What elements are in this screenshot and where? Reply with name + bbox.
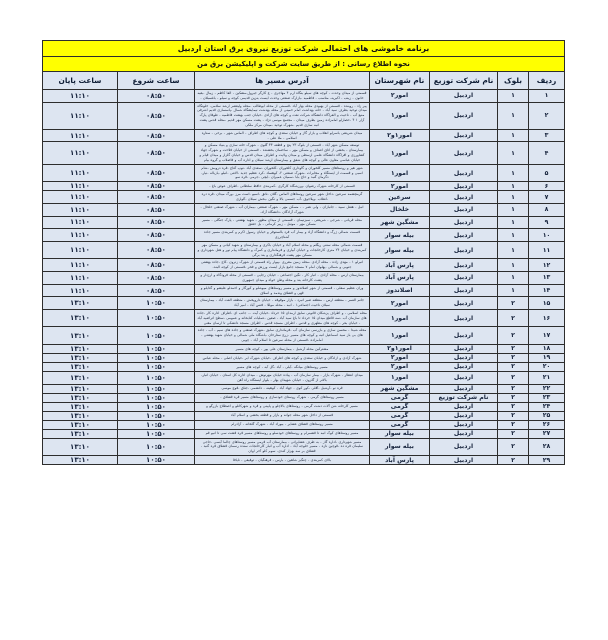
cell-radif: ۲ <box>529 102 565 129</box>
cell-city: بیله سوار <box>370 429 430 438</box>
column-header-city: نام شهرستان <box>370 72 430 90</box>
cell-block: ۱ <box>498 182 529 191</box>
cell-radif: ۷ <box>529 191 565 204</box>
cell-company: اردبیل <box>430 90 498 103</box>
cell-start: ۰۸:۵۰ <box>118 259 195 272</box>
cell-city: امور۱ <box>370 164 430 181</box>
cell-block: ۱ <box>498 142 529 164</box>
cell-radif: ۱۹ <box>529 353 565 362</box>
cell-city: گرمی <box>370 393 430 402</box>
cell-address: محله اسلامی - و اطراف پزشکان قانونی سابق ارمدان ۱۵ خرداد -خیابان آیت ... جانب ای -اطراف اداره کار -جاده های سازمان آب -سه قاطع میدان ۱۵ خرداد تا باغ سید آباد - صعین -عملیات کتابخانه و عمومی -سطح اتراضیه آباد - خیابان بحر - کوچه های مطهری و قدس - اطراف مسجد قدس - اطراف مسجد دانشکی تا ارسان مغنی <box>195 309 370 326</box>
cell-city: امور۱و۲ <box>370 344 430 353</box>
cell-end: ۱۱:۱۰ <box>43 191 118 204</box>
column-header-company: نام شرکت توزیع <box>430 72 498 90</box>
cell-address: انبل - هفتل سبید - جانبازان - ولی نصر - - مسکن مهر - شهرک صنعتی -بیماران آب - شهرک صنعتی خلخال - شهرک آزادگان -دانشگاه آزاد- <box>195 203 370 216</box>
table-row <box>43 284 565 297</box>
cell-start: ۱۰:۵۰ <box>118 420 195 429</box>
cell-address: قسمت شمالی محله سنتی ریگلم و محله اسلام آباد و خیابان باکری و بیمارستان و شهید کیانی و مسکن مهر کمربندی و خیابان ۲۴ متری کارخانجات و خیابان آبیاری و فرمانداری و کمرک و دانشگاه پیام نور و هتل شهرداری و مسکن مهر پشت فرهنگداری و بند برگی <box>195 241 370 258</box>
cell-radif: ۲۳ <box>529 393 565 402</box>
cell-city: سرعین <box>370 191 430 204</box>
cell-address: قسمتی از میدان وحدت - کوچه های سیلو بنگاه ارم ۴ مهاجری - ع کارگر جیرول-مشکین - الفا کاظم - زیبال -بقیه خانون - زینب - اکبریه- مناسب - فاطمیه -بازارک صنعتی وحدت ایست بنزین قدیمی کوچه و سیلو - باغسبلان - <box>195 90 370 103</box>
cell-address: وران عظیم سفلی - قسمتی از شهر اصلاندوز و مسیر روستاهای میوشلو و کورگار و احمدلو علیشو و گدایلو و قهی و قشلاق وندمد و اسلاق <box>195 284 370 297</box>
cell-company: اردبیل <box>430 327 498 344</box>
cell-address: مسیر روستاهای میانگه -آیلی - آباد -گل آبه - کوچه های مسیر <box>195 362 370 371</box>
cell-end: ۱۳:۱۰ <box>43 353 118 362</box>
cell-address: قسمت شمالی ژرگ و دانشگاه آزاد و بیمار آب فرد بالستوفر و خیابان رسول اکرم و کمربندی مسیر جاده آشناچرزی <box>195 229 370 242</box>
cell-start: ۱۰:۵۰ <box>118 429 195 438</box>
cell-radif: ۱۵ <box>529 297 565 310</box>
table-row <box>43 353 565 362</box>
cell-start: ۰۸:۵۰ <box>118 129 195 142</box>
cell-company: اردبیل <box>430 284 498 297</box>
cell-radif: ۲۱ <box>529 371 565 384</box>
cell-company: اردبیل <box>430 411 498 420</box>
cell-start: ۱۰:۵۰ <box>118 402 195 411</box>
table-row <box>43 142 565 164</box>
cell-radif: ۹ <box>529 216 565 229</box>
table-row <box>43 420 565 429</box>
cell-city: بیله سوار <box>370 438 430 455</box>
cell-end: ۱۳:۱۰ <box>43 438 118 455</box>
cell-block: ۲ <box>498 297 529 310</box>
cell-start: ۱۰:۵۰ <box>118 309 195 326</box>
column-header-radif: ردیف <box>529 72 565 90</box>
cell-address: شهر هیر و روستاهای مسیر کلخوران و گاوداری کلخوران -کلخوران -سعدی آباد -توپ آغاج -قره درویش -شام اسبی و قسمت از ایستگاه و مخابرات -شهرک صنعتی ۲- کوهساد -کرد عظیم جدید -الانتی -انبلو -بازباله -نیار- دگرمان گنبد و حاج بابا -سمیان عمیران -ایچی -جرمی -قره سو <box>195 164 370 181</box>
cell-radif: ۲۵ <box>529 411 565 420</box>
cell-city: امور۱و۲ <box>370 129 430 142</box>
cell-company: اردبیل <box>430 429 498 438</box>
column-header-address: آدرس مسیر ها <box>195 72 370 90</box>
cell-radif: ۲۲ <box>529 384 565 393</box>
cell-start: ۱۰:۵۰ <box>118 362 195 371</box>
cell-block: ۲ <box>498 402 529 411</box>
cell-end: ۱۱:۱۰ <box>43 182 118 191</box>
cell-radif: ۱۴ <box>529 284 565 297</box>
table-row <box>43 371 565 384</box>
table-row <box>43 411 565 420</box>
cell-address: میدان انتظار - شهرک بازار - بیمار سازمان آب - پیاده خیابان مهرنوش - میدان اداره کل استان - خیابان انبار- بالاتر از گلزون - خیابان شهیدان بهار - بلوار ایستگاه راه آهن <box>195 371 370 384</box>
cell-end: ۱۳:۱۰ <box>43 393 118 402</box>
table-row <box>43 272 565 285</box>
cell-radif: ۲۶ <box>529 420 565 429</box>
cell-block: ۱ <box>498 216 529 229</box>
cell-end: ۱۳:۱۰ <box>43 402 118 411</box>
cell-company: اردبیل <box>430 309 498 326</box>
cell-end: ۱۳:۱۰ <box>43 420 118 429</box>
cell-end: ۱۳:۱۰ <box>43 362 118 371</box>
cell-address: توسعه مسکن شهر آباد - قسمتی از بلوک ۲۳ پنج و قطعه ۳۳ گلوی - شهرک خانه سازی و بنیاد مسکن و بیمارستان - بخشی از اتاق اصناف و مسکن مهر - ساختمان بخشنده - قسمتی از خیابان فلاحت و شهرک جهاد کشاورزی و افراگاه دانشگاه علمی ارسطی و میدان ولایت و اطراف میدان قدس و خیابان گلزار و میدان قیام و خیابان عباسی معاون عالی و کوچه های شفق و بیمارستان ارشد سبلان و اداره آب و فاضلاب و گروه بیام <box>195 142 370 164</box>
cell-block: ۲ <box>498 384 529 393</box>
cell-start: ۱۰:۵۰ <box>118 411 195 420</box>
cell-city: امور۱ <box>370 309 430 326</box>
cell-block: ۲ <box>498 353 529 362</box>
cell-city: امور۱ <box>370 102 430 129</box>
cell-end: ۱۱:۱۰ <box>43 259 118 272</box>
cell-company: اردبیل <box>430 438 498 455</box>
cell-block: ۱ <box>498 203 529 216</box>
cell-block: ۲ <box>498 438 529 455</box>
cell-radif: ۱۸ <box>529 344 565 353</box>
cell-block: ۱ <box>498 241 529 258</box>
cell-city: مشگین شهر <box>370 216 430 229</box>
cell-address: محله قربانی - شرجی - شریعتی - سبزنیمان - قسمتی از میدان مطهر - شهید بهشتی - پارک جنگلی - مسیر مسکن مهر - موتبل - زیبر کرمانی - بل حقنق <box>195 216 370 229</box>
cell-block: ۲ <box>498 429 529 438</box>
cell-address: مسیر کارخانه شن آلات دشت گرمی - روستاهای بالاچلو و پایینی و قره و شهرکانلو و اصطلاح بازرگو و <box>195 402 370 411</box>
cell-company: اردبیل <box>430 229 498 242</box>
banner-title: برنامه خاموشی های احتمالی شرکت توزیع نیروی برق استان اردبیل <box>43 41 565 57</box>
column-header-row <box>43 72 565 90</box>
cell-address: قسمتی از کارخانه شهرک رضوان -ورزشگاه کارگری -کمربندی حافظ سلطانی -اطراف عوض باغ - <box>195 182 370 191</box>
table-row <box>43 309 565 326</box>
cell-start: ۰۸:۵۰ <box>118 216 195 229</box>
cell-company: اردبیل <box>430 182 498 191</box>
cell-end: ۱۱:۱۰ <box>43 142 118 164</box>
cell-start: ۰۸:۵۰ <box>118 142 195 164</box>
cell-radif: ۲۴ <box>529 402 565 411</box>
cell-city: امور۲ <box>370 182 430 191</box>
table-row <box>43 429 565 438</box>
cell-start: ۰۸:۵۰ <box>118 229 195 242</box>
cell-city: امور۲ <box>370 297 430 310</box>
table-row <box>43 438 565 455</box>
cell-city: گرمی <box>370 411 430 420</box>
cell-company: اردبیل <box>430 353 498 362</box>
column-header-block: بلوک <box>498 72 529 90</box>
cell-block: ۱ <box>498 164 529 181</box>
cell-company: اردبیل <box>430 216 498 229</box>
cell-end: ۱۳:۱۰ <box>43 344 118 353</box>
table-row <box>43 241 565 258</box>
cell-city: بیله سوار <box>370 241 430 258</box>
cell-radif: ۲۰ <box>529 362 565 371</box>
cell-company: اردبیل <box>430 164 498 181</box>
cell-block: ۱ <box>498 284 529 297</box>
cell-start: ۰۸:۵۰ <box>118 191 195 204</box>
table-row <box>43 402 565 411</box>
cell-block: ۲ <box>498 411 529 420</box>
cell-block: ۱ <box>498 229 529 242</box>
cell-address: جانم النسر - منطقه ارس - منطقه صبر انبرد - بازار موقوفه - خیابان داروپخش - منطقه الفت آباد - بیمارستان سبلان ناحیت اجتماعی۱ - انبه - محله موللا - فتس آباد - امیر آباد <box>195 297 370 310</box>
cell-end: ۱۱:۱۰ <box>43 216 118 229</box>
cell-company: اردبیل <box>430 241 498 258</box>
cell-end: ۱۳:۱۰ <box>43 297 118 310</box>
cell-start: ۰۸:۵۰ <box>118 182 195 191</box>
cell-start: ۰۸:۵۰ <box>118 241 195 258</box>
cell-block: ۲ <box>498 393 529 402</box>
cell-radif: ۱ <box>529 90 565 103</box>
cell-radif: ۴ <box>529 142 565 164</box>
cell-city: خلخال <box>370 203 430 216</box>
cell-end: ۱۱:۱۰ <box>43 272 118 285</box>
cell-start: ۰۸:۵۰ <box>118 284 195 297</box>
cell-city: پارس آباد <box>370 259 430 272</box>
cell-start: ۱۰:۵۰ <box>118 438 195 455</box>
cell-radif: ۱۶ <box>529 309 565 326</box>
cell-city: امور۱ <box>370 327 430 344</box>
cell-company: اردبیل <box>430 259 498 272</box>
cell-address: شهرک آزادی و ازادگان و خیابان سعدی و کوچه های اطراف -خیابان شهرک ابر -خیابان اصلی - محله عباس <box>195 353 370 362</box>
cell-company: اردبیل <box>430 129 498 142</box>
table-row <box>43 327 565 344</box>
outage-schedule-table <box>42 40 565 465</box>
cell-end: ۱۳:۱۰ <box>43 327 118 344</box>
cell-address: انبرلو ۱ - مهدی زاده - محله آزادی -محله زمین مقرری -پیوار راه قسمتی از شهرک زنرون -کاج -جاده بهشتی جنوبی و شمالی -پهلوان امام ۷ مسجد جامع بازار ایست ورزش و فخر -قسمتی از کوچه البند- <box>195 259 370 272</box>
cell-end: ۱۳:۱۰ <box>43 371 118 384</box>
cell-city: امور۱ <box>370 371 430 384</box>
cell-radif: ۱۱ <box>529 241 565 258</box>
cell-company: اردبیل <box>430 102 498 129</box>
cell-radif: ۵ <box>529 164 565 181</box>
cell-block: ۲ <box>498 456 529 465</box>
cell-address: بالای کمربندی - چنگیز شاهین - بارس - فرهنگیان - توفیقی - نایافا <box>195 456 370 465</box>
cell-end: ۱۳:۱۰ <box>43 456 118 465</box>
table-row <box>43 90 565 103</box>
cell-city: پارس آباد <box>370 456 430 465</box>
cell-radif: ۲۷ <box>529 429 565 438</box>
cell-address: مسیر روستاهای کوک انبه تا قشمرام و روستاهای خودسلو و روستاهای مسیر قره قشت سی تا انبو قم <box>195 429 370 438</box>
table-row <box>43 216 565 229</box>
cell-block: ۱ <box>498 90 529 103</box>
column-header-end: ساعت پایان <box>43 72 118 90</box>
cell-start: ۰۸:۵۰ <box>118 203 195 216</box>
cell-block: ۲ <box>498 420 529 429</box>
cell-start: ۰۸:۵۰ <box>118 90 195 103</box>
cell-start: ۰۸:۵۰ <box>118 102 195 129</box>
cell-start: ۱۰:۵۰ <box>118 353 195 362</box>
table-row <box>43 297 565 310</box>
cell-city: امور۲ <box>370 90 430 103</box>
cell-address: گرمچشمه سرعین -داخل شهر سرعین روستاهای الماس -گلان -ناتق -اسبو -است مرز -ورگ میدان -قره دره -انقلاب -ویلاجوق -آب جسمی بالا و نگین -بخش سبلان -آلواری <box>195 191 370 204</box>
cell-end: ۱۱:۱۰ <box>43 284 118 297</box>
cell-radif: ۲۸ <box>529 438 565 455</box>
cell-company: اردبیل <box>430 272 498 285</box>
table-row <box>43 362 565 371</box>
cell-radif: ۱۲ <box>529 259 565 272</box>
cell-radif: ۸ <box>529 203 565 216</box>
cell-end: ۱۳:۱۰ <box>43 411 118 420</box>
cell-address: میدان شریعتی باسرلو انقلاب و بازار گاز و خیابان سعدی و کوچه های اطراف - الماس شهر - برخی - ستاره اسلامی - ملا علی - <box>195 129 370 142</box>
table-row <box>43 393 565 402</box>
cell-company: اردبیل <box>430 191 498 204</box>
table-row <box>43 191 565 204</box>
cell-address: بیمارستان ارس - محله آزادی - انبار کار - نگین اجتماعی - خیابان رجایی - قسمتی از محله فرودگاه و ارژدار و پشت کارخانه بند و محله وطن خواه و میدان جمهوری <box>195 272 370 285</box>
cell-start: ۱۰:۵۰ <box>118 456 195 465</box>
table-head <box>43 41 565 72</box>
cell-end: ۱۱:۱۰ <box>43 203 118 216</box>
cell-company: اردبیل <box>430 362 498 371</box>
cell-block: ۲ <box>498 327 529 344</box>
column-header-start: ساعت شروع <box>118 72 195 90</box>
cell-city: اصلاندوز <box>370 284 430 297</box>
cell-radif: ۲۹ <box>529 456 565 465</box>
cell-address: مسیر روستاهای قشلاق عشایر - بیوراد آباد - شهرک گلخانه - آزادرام <box>195 420 370 429</box>
table-row <box>43 182 565 191</box>
table-row <box>43 229 565 242</box>
cell-address: قره نو -آرشیل -آقلی -کور کوی - جهاد آباد - کوهینه - دانشمی -جناق -قوچ موسی <box>195 384 370 393</box>
banner-title-row <box>43 41 565 57</box>
cell-block: ۲ <box>498 371 529 384</box>
cell-start: ۱۰:۵۰ <box>118 297 195 310</box>
cell-radif: ۱۰ <box>529 229 565 242</box>
table-row <box>43 384 565 393</box>
cell-start: ۱۰:۵۰ <box>118 344 195 353</box>
table-row <box>43 344 565 353</box>
cell-city: گرمی <box>370 402 430 411</box>
cell-end: ۱۱:۱۰ <box>43 164 118 181</box>
cell-end: ۱۱:۱۰ <box>43 241 118 258</box>
cell-block: ۲ <box>498 362 529 371</box>
cell-start: ۰۸:۵۰ <box>118 164 195 181</box>
table-body <box>43 90 565 465</box>
cell-company: اردبیل <box>430 402 498 411</box>
table-row <box>43 203 565 216</box>
cell-address: قسمتی از داخل شهر محله جوانه و بازار و قطعه بخشی و اسلام آباد <box>195 411 370 420</box>
cell-block: ۱ <box>498 259 529 272</box>
cell-start: ۱۰:۵۰ <box>118 393 195 402</box>
banner-subtitle: نحوه اطلاع رسانی : از طریق سایت شرکت و اپلیکیشن برق من <box>43 57 565 72</box>
cell-company: نام شرکت توزیع <box>430 393 498 402</box>
cell-address: محله شیدا - محسن سازی و بازرسی سازمان آب -فرمانداری سابق -شهرک صنعتی و جاده های سیم - آب - جاده های بی باز سید اسماعیل انبه و کوچه های مسیر -زرع ستارخان -باشگاه ملی شمالی و خیابان شهید بهشتی - امامزاده -قسمتی از محله سرعین تا اسلام آباد - چوبی <box>195 327 370 344</box>
cell-city: امور۲ <box>370 353 430 362</box>
cell-end: ۱۱:۱۰ <box>43 229 118 242</box>
cell-radif: ۱۷ <box>529 327 565 344</box>
table-row <box>43 456 565 465</box>
cell-end: ۱۳:۱۰ <box>43 384 118 393</box>
cell-company: اردبیل <box>430 344 498 353</box>
cell-company: اردبیل <box>430 297 498 310</box>
cell-city: بیله سوار <box>370 229 430 242</box>
table-row <box>43 259 565 272</box>
cell-address: مسیر شهرداری -اداره گاز - به طرف عشایراتی - بیمارستان آب قرمی مسیر روستاهای چالما آبسی -حاجی سلیمان قره ده -قوچین نازه - مسیر خلوجه آباد - اداره آب و انبار کارخانجات سنده رسمان قشلاق قره گنبد - قشلاق بر سه بهزار کندی- سوم کلو آخر اوان <box>195 438 370 455</box>
cell-city: گرمی <box>370 420 430 429</box>
cell-address: پیر زاد - روبنده - قسمتی از بهبودی محله بهار آباد -قسمتی از محله ابوطالب -محله ولیعصر ارشد سلامی- خلوتگاه میدان توحید بطرف سید آباد - خانه بهداشت امام خمینی از محله بهدشت نیمایشگاه شمال -پاسسازی قدیم اشرفی منبع آب - ناحیت و الفراگاه دانشگاه شرکت نفت و کوچه های آزادی -خیابان جنب بهشت فاطمیه - طوفان پارک آزار ۱ ۴ -حصارلو امامزاده زمین بطرف میدان - مجتمع موسی نژاد - پشت مسکن مهر قدیم -محله قدس پشت انبه سازی قدیم -شهرک توحید -میدان مرکز ملکی <box>195 102 370 129</box>
banner-subtitle-row <box>43 57 565 72</box>
table-row <box>43 102 565 129</box>
cell-block: ۱ <box>498 129 529 142</box>
table-row <box>43 164 565 181</box>
cell-block: ۱ <box>498 191 529 204</box>
table-row <box>43 129 565 142</box>
cell-address: مسیر روستاهای گرمی - شهرک روستای خودسازی و روستاهای مسیر قره قشلاق - <box>195 393 370 402</box>
cell-start: ۱۰:۵۰ <box>118 327 195 344</box>
cell-block: ۲ <box>498 344 529 353</box>
cell-address: مشترکین محله آرشیل - بیمارستان علی پور - کوچه های مسیر <box>195 344 370 353</box>
cell-company: اردبیل <box>430 142 498 164</box>
cell-block: ۱ <box>498 102 529 129</box>
cell-block: ۱ <box>498 272 529 285</box>
cell-end: ۱۱:۱۰ <box>43 102 118 129</box>
cell-end: ۱۳:۱۰ <box>43 309 118 326</box>
cell-start: ۱۰:۵۰ <box>118 384 195 393</box>
cell-block: ۲ <box>498 309 529 326</box>
cell-radif: ۶ <box>529 182 565 191</box>
cell-start: ۰۸:۵۰ <box>118 272 195 285</box>
cell-city: پارس آباد <box>370 272 430 285</box>
cell-city: مشگین شهر <box>370 384 430 393</box>
cell-company: اردبیل <box>430 203 498 216</box>
cell-end: ۱۳:۱۰ <box>43 429 118 438</box>
cell-radif: ۱۳ <box>529 272 565 285</box>
cell-end: ۱۱:۱۰ <box>43 90 118 103</box>
cell-city: امور۱ <box>370 142 430 164</box>
cell-company: اردبیل <box>430 420 498 429</box>
cell-company: اردبیل <box>430 384 498 393</box>
cell-radif: ۳ <box>529 129 565 142</box>
cell-start: ۱۰:۵۰ <box>118 371 195 384</box>
cell-end: ۱۱:۱۰ <box>43 129 118 142</box>
cell-city: امور۲ <box>370 362 430 371</box>
cell-company: اردبیل <box>430 456 498 465</box>
cell-company: اردبیل <box>430 371 498 384</box>
